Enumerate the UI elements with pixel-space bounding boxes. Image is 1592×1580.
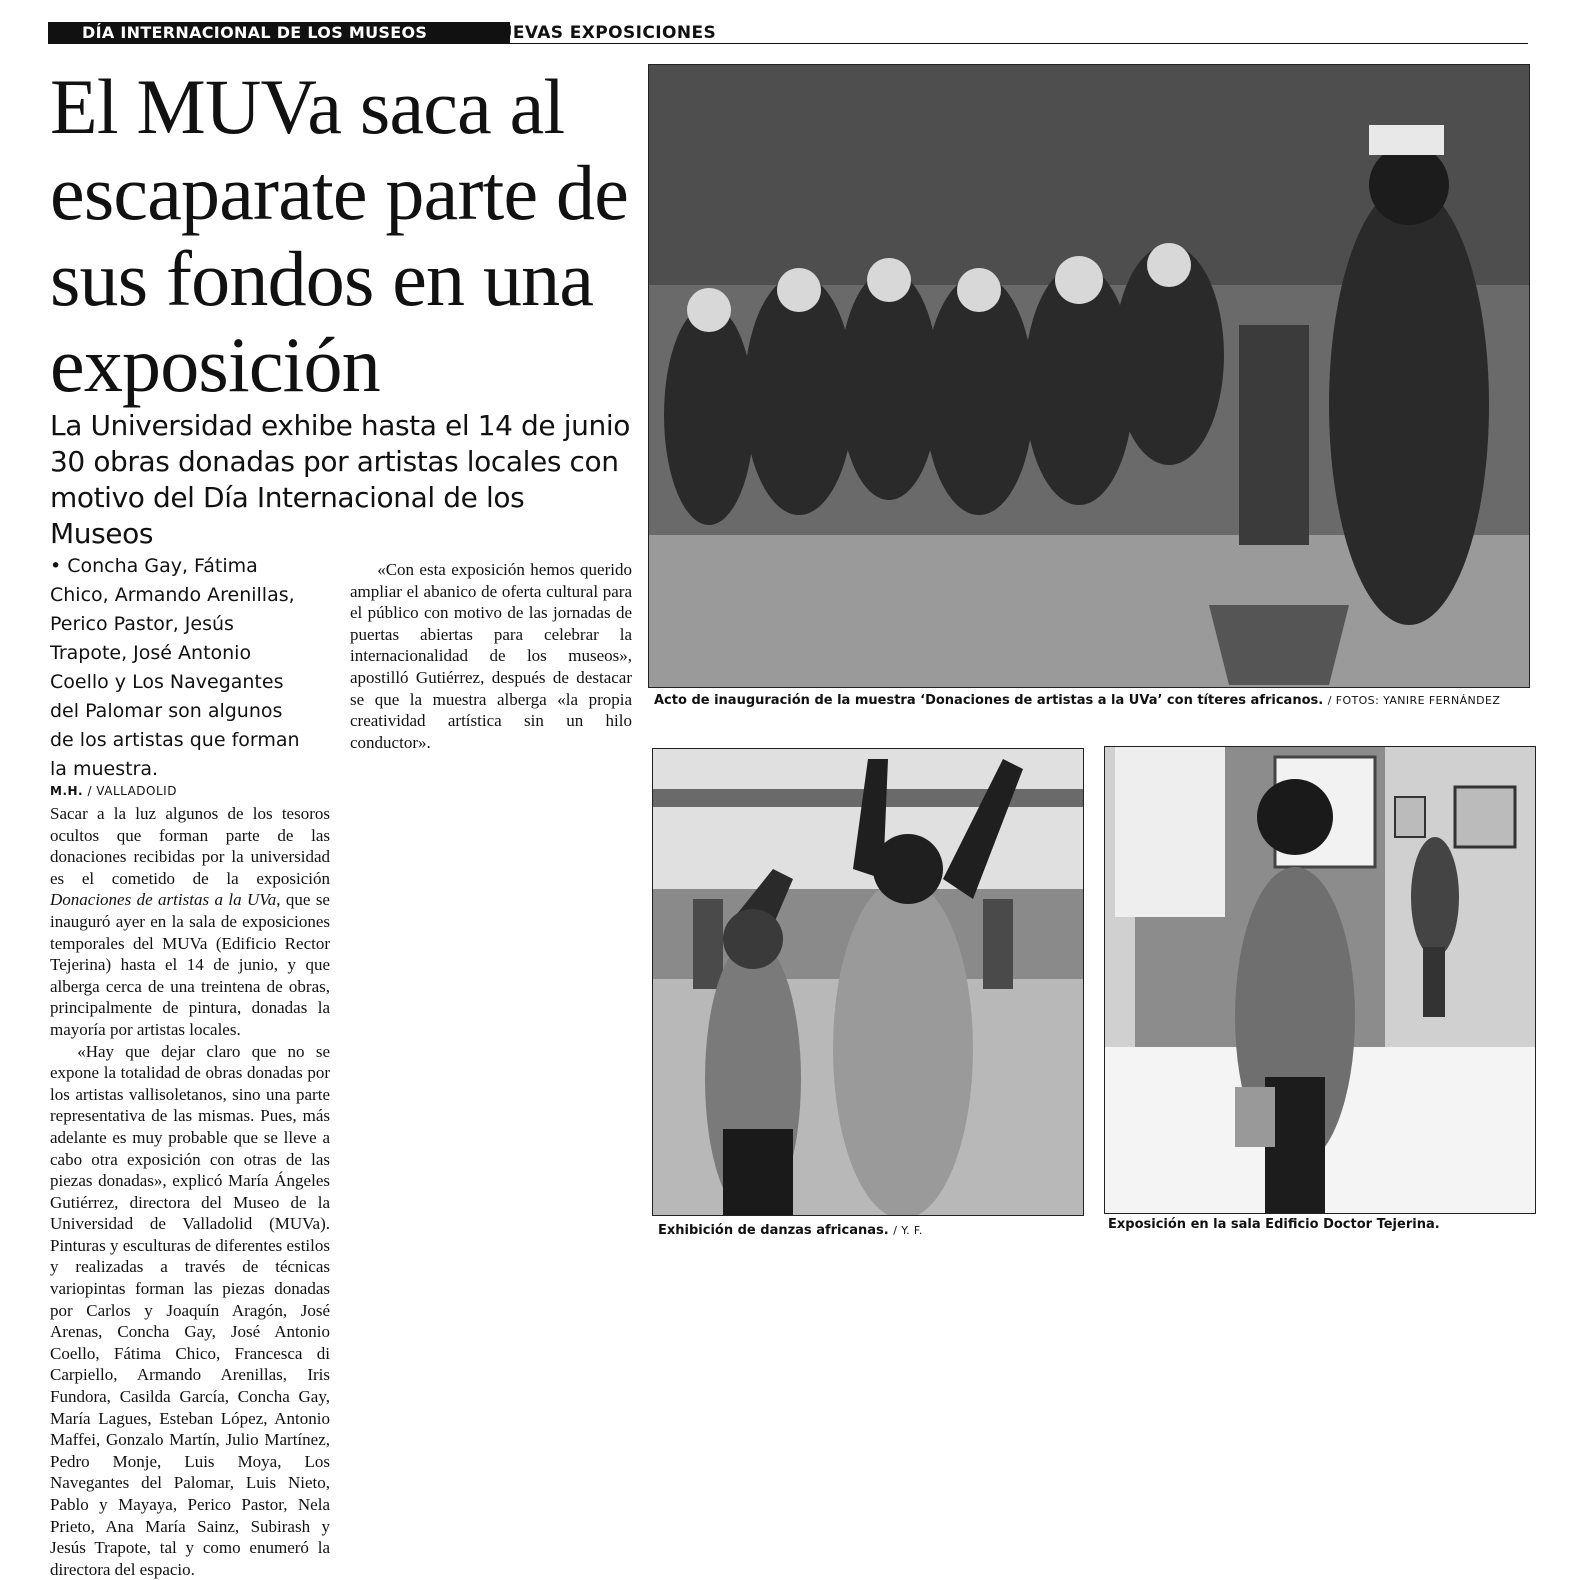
lede: • Concha Gay, Fátima Chico, Armando Arenillas, Perico Pastor, Jesús Trapote, José Antonio Coello y Los Navegantes del Palomar son algunos de los artistas que forman la muestra. xyxy=(50,555,300,780)
exhibition-title: Donaciones de artistas a la UVa xyxy=(50,890,277,910)
main-photo-caption xyxy=(654,693,1500,708)
byline-location: VALLADOLID xyxy=(96,784,177,798)
expo-photo-caption: Exposición en la sala Edificio Doctor Tejerina. xyxy=(1108,1217,1440,1232)
expo-photo xyxy=(1104,746,1536,1214)
expo-photo-image xyxy=(1105,747,1535,1213)
section-label: DÍA INTERNACIONAL DE LOS MUSEOS xyxy=(48,22,510,44)
main-photo xyxy=(648,64,1530,688)
subheadline: La Universidad exhibe hasta el 14 de junio 30 obras donadas por artistas locales con motivo del Día Internacional de los Museos xyxy=(50,409,630,550)
dance-caption-text: Exhibición de danzas africanas. xyxy=(658,1223,889,1238)
section-header xyxy=(48,22,1528,46)
body-column-2 xyxy=(350,559,632,753)
byline-sep: / xyxy=(87,784,97,798)
body-paragraph-1 xyxy=(50,803,330,1041)
body-paragraph-2: «Hay que dejar claro que no se expone la totalidad de obras donadas por los artistas vallisoletanos, sino una parte representativa de las mismas. Pues, más adelante es muy probable que se lleve a cabo otra exposición con otras de las piezas donadas», explicó María Ángeles Gutiérrez, directora del Museo de la Universidad de Valladolid (MUVa). Pinturas y esculturas de diferentes estilos y realizadas a través de técnicas variopintas forman las piezas donadas por Carlos y Joaquín Aragón, José Arenas, Concha Gay, José Antonio Coello, Fátima Chico, Francesca di Carpiello, Armando Arenillas, Iris Fundora, Casilda García, Concha Gay, María Lagues, Esteban López, Antonio Maffei, Gonzalo Martín, Julio Martínez, Pedro Monje, Luis Moya, Los Navegantes del Palomar, Luis Nieto, Pablo y Mayaya, Perico Pastor, Nela Prieto, Ana María Sainz, Subirash y Jesús Trapote, tal y como enumeró la directora del espacio. xyxy=(50,1041,330,1579)
main-photo-credit: / FOTOS: YANIRE FERNÁNDEZ xyxy=(1327,694,1501,707)
dance-photo xyxy=(652,748,1084,1216)
body-column-1 xyxy=(50,803,330,1580)
main-caption-text: Acto de inauguración de la muestra ‘Donaciones de artistas a la UVa’ con títeres africanos. xyxy=(654,693,1324,708)
main-photo-image xyxy=(649,65,1529,687)
headline: El MUVa saca al escaparate parte de sus fondos en una exposición xyxy=(50,63,629,408)
dance-photo-image xyxy=(653,749,1083,1215)
p1-text-a: Sacar a la luz algunos de los tesoros ocultos que forman parte de las donaciones recibidas por la universidad es el cometido de la exposición xyxy=(50,804,330,888)
byline-author: M.H. xyxy=(50,784,84,798)
byline xyxy=(50,784,177,798)
dance-photo-caption xyxy=(658,1223,923,1238)
subsection-label: NUEVAS EXPOSICIONES xyxy=(484,23,717,43)
body-paragraph-3: «Con esta exposición hemos querido ampliar el abanico de oferta cultural para el público con motivo de las jornadas de puertas abiertas para celebrar la internacionalidad de los museos», apostilló Gutiérrez, después de destacar se que la muestra alberga «la propia creatividad artística sin un hilo conductor». xyxy=(350,560,632,752)
dance-photo-credit: / Y. F. xyxy=(893,1224,923,1237)
p1-text-b: , que se inauguró ayer en la sala de exposiciones temporales del MUVa (Edificio Rector Tejerina) hasta el 14 de junio, y que alberga cerca de una treintena de obras, principalmente de pintura, donadas la mayoría por artistas locales. xyxy=(50,890,330,1039)
